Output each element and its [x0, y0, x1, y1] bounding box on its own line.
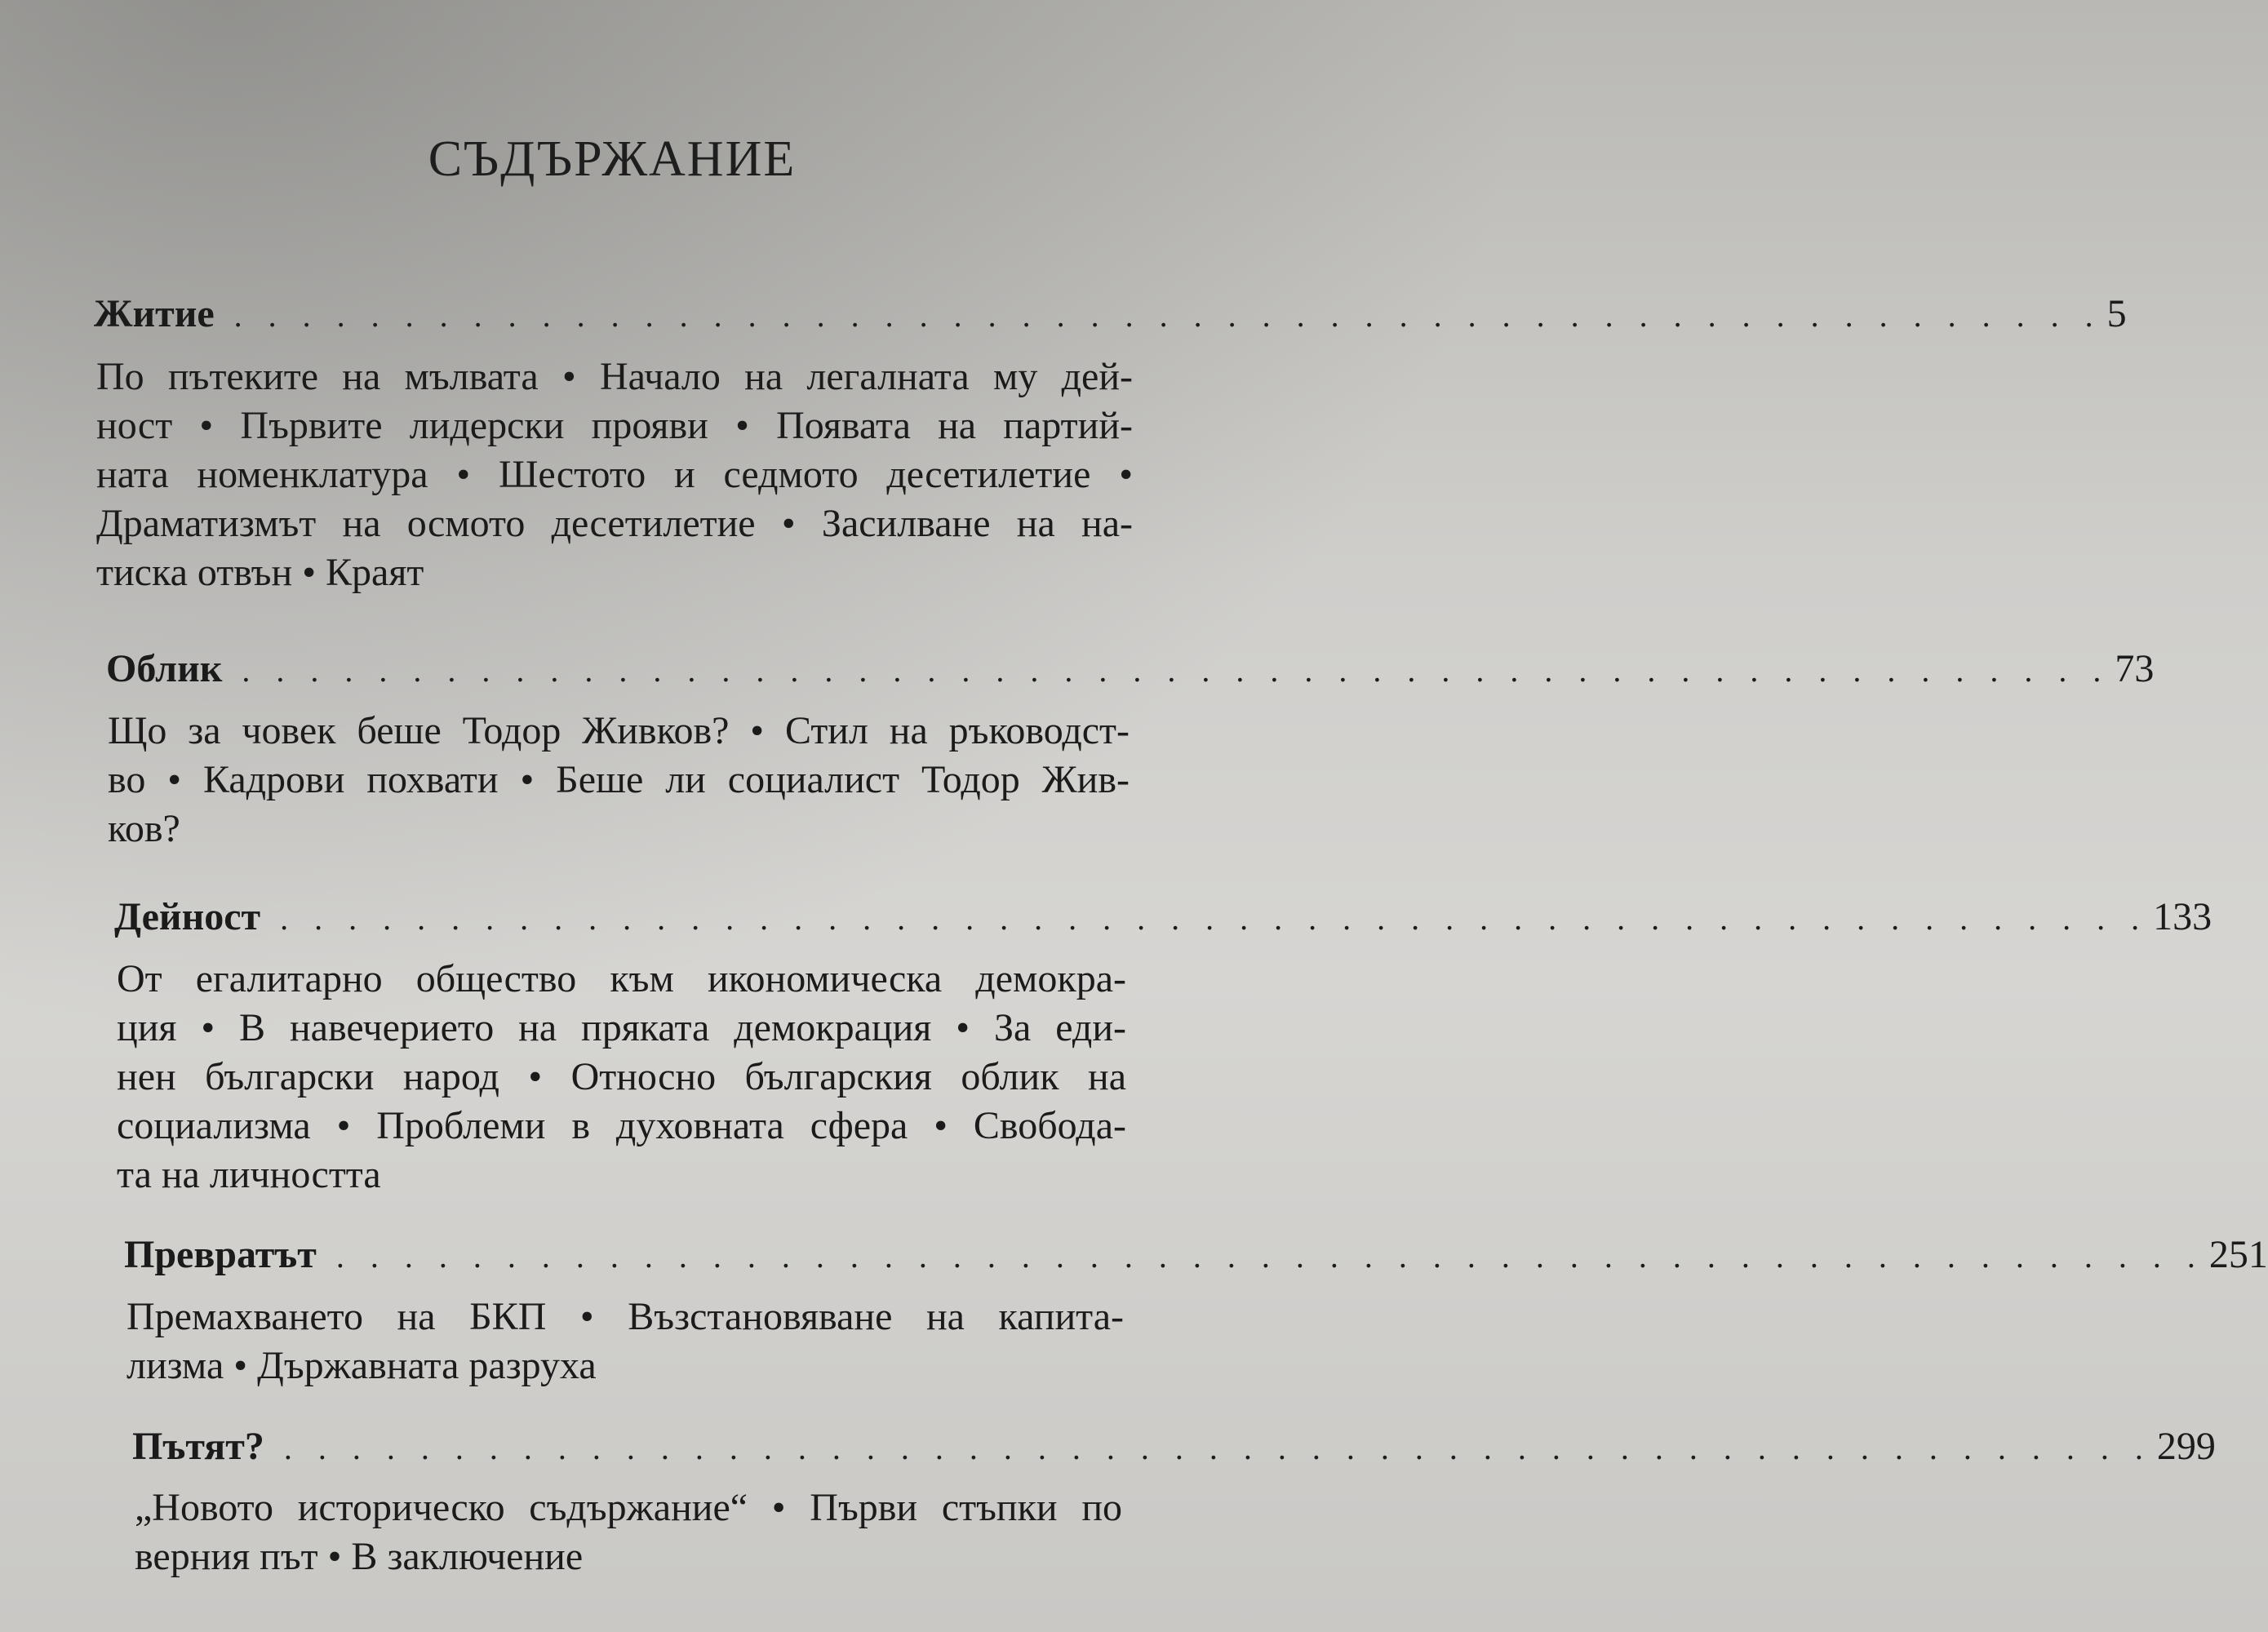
toc-entry-title: Пътят? [132, 1425, 264, 1468]
description-line: тиска отвън • Краят [96, 551, 424, 594]
description-line: От егалитарно общество към икономическа демокра- [117, 957, 1126, 1000]
toc-entry-title: Превратът [124, 1233, 317, 1276]
toc-entry-page-number: 251 [2208, 1233, 2268, 1276]
toc-entry-title: Дейност [114, 895, 261, 938]
toc-entry-description [96, 353, 1133, 597]
toc-entry-heading [106, 646, 2155, 695]
leader-dots: . . . . . . . . . . . . . . . . . . . . . . . . . . . . . . . . . . . . . . . . . . . . . . . . . . . . . . . [242, 652, 2110, 689]
toc-entry-description [108, 707, 1130, 854]
description-line: ната номенклатура • Шестото и седмото десетилетие • [96, 453, 1133, 496]
toc-entry-title: Житие [94, 292, 215, 335]
leader-dots: . . . . . . . . . . . . . . . . . . . . . . . . . . . . . . . . . . . . . . . . . . . . . . . . . . . . . . . [283, 1430, 2152, 1466]
description-line: ност • Първите лидерски прояви • Появата на партий- [96, 404, 1133, 447]
toc-entry-heading [114, 894, 2213, 943]
description-line: ция • В навечерието на пряката демокрация • За еди- [117, 1006, 1126, 1049]
description-line: верния път • В заключение [135, 1535, 584, 1578]
toc-entry-title: Облик [106, 647, 223, 690]
description-line: Премахването на БКП • Възстановяване на капита- [126, 1295, 1124, 1338]
toc-entry-heading [94, 291, 2127, 340]
description-line: во • Кадрови похвати • Беше ли социалист Тодор Жив- [108, 758, 1130, 801]
toc-entry-description [117, 955, 1126, 1200]
toc-entry-page-number: 5 [2106, 292, 2127, 335]
toc-entry-heading [132, 1424, 2216, 1473]
toc-entry-page-number: 299 [2156, 1425, 2216, 1468]
toc-entry-description [135, 1483, 1122, 1581]
description-line: лизма • Държавната разруха [126, 1344, 597, 1387]
page-title: СЪДЪРЖАНИЕ [428, 131, 797, 187]
toc-entry-description [126, 1293, 1124, 1390]
toc-entry-page-number: 73 [2115, 647, 2155, 690]
toc-entry-heading [124, 1232, 2268, 1281]
toc-entry-page-number: 133 [2153, 895, 2213, 938]
description-line: социализма • Проблеми в духовната сфера • Свобода- [117, 1104, 1126, 1147]
description-line: нен български народ • Относно българския облик на [117, 1055, 1126, 1098]
description-line: Драматизмът на осмото десетилетие • Засилване на на- [96, 502, 1133, 545]
description-line: По пътеките на мълвата • Начало на легалната му дей- [96, 355, 1133, 398]
description-line: та на личността [117, 1153, 381, 1196]
description-line: „Новото историческо съдържание“ • Първи стъпки по [135, 1486, 1122, 1529]
description-line: ков? [108, 807, 180, 850]
leader-dots: . . . . . . . . . . . . . . . . . . . . . . . . . . . . . . . . . . . . . . . . . . . . . . . . . . . . . . . [233, 297, 2102, 334]
leader-dots: . . . . . . . . . . . . . . . . . . . . . . . . . . . . . . . . . . . . . . . . . . . . . . . . . . . . . . . [280, 900, 2149, 937]
description-line: Що за човек беше Тодор Живков? • Стил на ръководст- [108, 709, 1130, 752]
leader-dots: . . . . . . . . . . . . . . . . . . . . . . . . . . . . . . . . . . . . . . . . . . . . . . . . . . . . . . . [335, 1238, 2204, 1275]
